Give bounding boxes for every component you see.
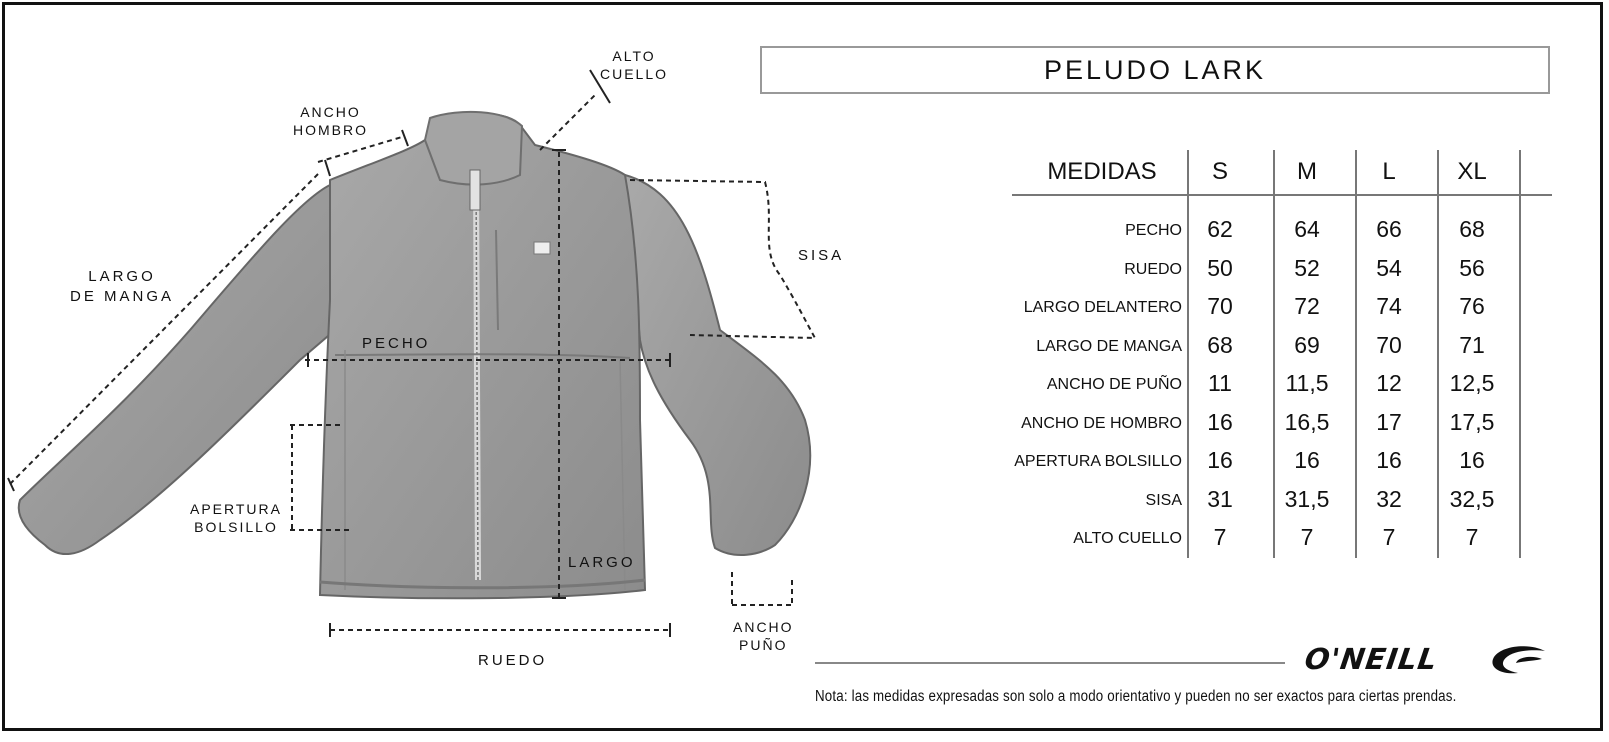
table-cell: 56 (1459, 254, 1485, 281)
table-cell: 16,5 (1284, 408, 1330, 435)
label-alto-cuello (600, 47, 668, 83)
table-row (1012, 518, 1552, 556)
header-divider (1012, 194, 1552, 196)
table-cell: 16 (1459, 447, 1485, 473)
table-cell: 7 (1382, 524, 1396, 550)
table-cell: 74 (1376, 293, 1402, 319)
label-sisa: SISA (798, 247, 845, 264)
label-ancho-puno-line2: PUÑO (739, 637, 788, 653)
product-title: PELUDO LARK (760, 46, 1550, 94)
label-largo-manga (70, 267, 174, 307)
table-cell: 54 (1376, 254, 1402, 281)
brand-wave-icon (1490, 645, 1548, 675)
label-largo-manga-line1: LARGO (88, 268, 156, 285)
table-row (1012, 210, 1552, 248)
label-alto-cuello-line2: CUELLO (600, 66, 669, 82)
header-size-m: M (1297, 158, 1317, 185)
table-cell: 69 (1294, 331, 1320, 358)
table-cell: 62 (1207, 216, 1233, 242)
label-largo: LARGO (568, 554, 636, 571)
table-cell: 72 (1294, 293, 1320, 319)
label-ancho-puno-line1: ANCHO (733, 619, 794, 635)
table-cell: 11 (1208, 370, 1232, 396)
footer-rule (815, 662, 1285, 664)
row-label: ANCHO DE PUÑO (1046, 376, 1182, 393)
table-cell: 32 (1376, 485, 1402, 512)
table-cell: 17 (1376, 408, 1402, 435)
table-cell: 7 (1213, 524, 1227, 550)
table-cell: 16 (1207, 447, 1233, 473)
table-cell: 31 (1207, 485, 1233, 512)
header-medidas: MEDIDAS (1047, 158, 1157, 185)
row-label: ANCHO DE HOMBRO (1021, 414, 1182, 432)
row-label: SISA (1145, 491, 1182, 509)
table-cell: 31,5 (1284, 485, 1330, 512)
label-ancho-puno (733, 618, 794, 654)
table-cell: 70 (1376, 331, 1402, 358)
label-apertura-bolsillo (190, 500, 282, 536)
label-ancho-hombro (293, 103, 368, 139)
table-cell: 16 (1207, 408, 1233, 435)
table-row (1012, 326, 1552, 364)
label-ancho-hombro-line1: ANCHO (300, 104, 361, 120)
table-cell: 11,5 (1285, 370, 1329, 396)
table-cell: 76 (1459, 293, 1485, 319)
table-cell: 7 (1465, 524, 1479, 550)
table-row (1012, 441, 1552, 479)
label-largo-manga-line2: DE MANGA (70, 288, 175, 305)
disclaimer-note: Nota: las medidas expresadas son solo a modo orientativo y pueden no ser exactos para ciertas prendas. (815, 688, 1457, 705)
row-label: ALTO CUELLO (1073, 530, 1182, 547)
table-cell: 16 (1294, 447, 1320, 473)
table-row (1012, 364, 1552, 402)
table-cell: 66 (1376, 216, 1402, 242)
table-cell: 7 (1300, 524, 1314, 550)
table-row (1012, 480, 1552, 518)
table-cell: 70 (1207, 293, 1233, 319)
table-cell: 68 (1207, 331, 1233, 358)
table-cell: 16 (1376, 447, 1402, 473)
table-row (1012, 287, 1552, 325)
row-label: RUEDO (1124, 260, 1182, 278)
header-size-xl: XL (1457, 158, 1487, 185)
table-row (1012, 403, 1552, 441)
table-cell: 64 (1294, 216, 1320, 242)
table-cell: 52 (1294, 254, 1320, 281)
table-cell: 71 (1459, 331, 1485, 358)
row-label: LARGO DELANTERO (1023, 299, 1182, 316)
label-alto-cuello-line1: ALTO (612, 48, 656, 64)
table-row (1012, 249, 1552, 287)
row-label: LARGO DE MANGA (1036, 337, 1182, 355)
label-ruedo: RUEDO (478, 652, 548, 669)
header-size-s: S (1211, 158, 1228, 185)
row-label: APERTURA BOLSILLO (1014, 453, 1182, 470)
header-size-l: L (1382, 158, 1396, 185)
table-cell: 17,5 (1449, 408, 1495, 435)
table-cell: 12,5 (1449, 370, 1495, 396)
label-apertura-bolsillo-line2: BOLSILLO (194, 519, 278, 535)
table-cell: 12 (1376, 370, 1402, 396)
size-table-header (1012, 150, 1552, 192)
table-cell: 32,5 (1449, 485, 1495, 512)
label-pecho: PECHO (362, 335, 431, 352)
label-apertura-bolsillo-line1: APERTURA (190, 501, 282, 517)
table-cell: 50 (1207, 254, 1233, 281)
label-ancho-hombro-line2: HOMBRO (293, 122, 368, 138)
brand-logo: O'NEILL (1302, 642, 1440, 676)
table-cell: 68 (1459, 216, 1485, 242)
row-label: PECHO (1125, 222, 1182, 239)
